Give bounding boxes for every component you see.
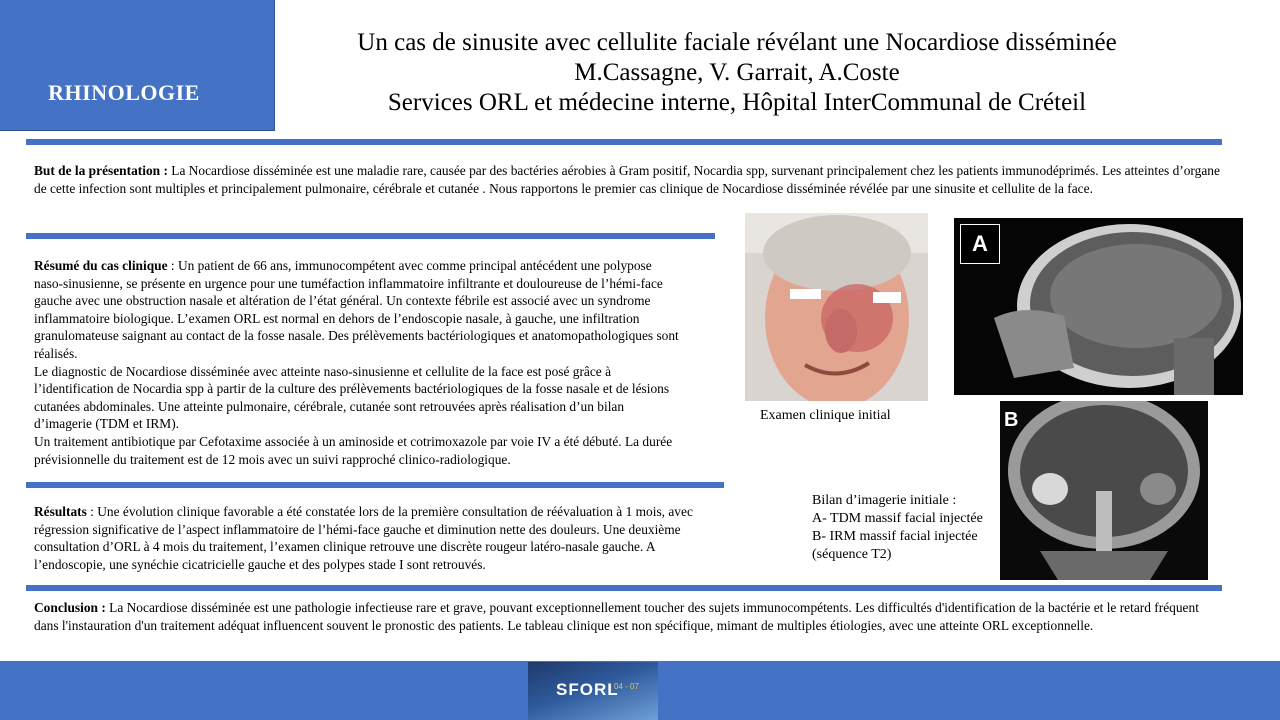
but-text: La Nocardiose disséminée est une maladie rare, causée par des bactéries aérobies à Gram positif, Nocardia spp, survenant principalement chez les patients immunodéprimés. Les atteintes d’organe de cette infection sont multiples et principalement pulmonaire, cérébrale et cutanée . Nous rapportons le premier cas clinique de Nocardiose disséminée révélée par une sinusite et cellulite de la face. (34, 163, 1220, 196)
resume-heading: Résumé du cas clinique (34, 258, 168, 273)
poster-affiliation: Services ORL et médecine interne, Hôpital InterCommunal de Créteil (387, 89, 1087, 116)
title-block (274, 28, 1200, 118)
but-heading: But de la présentation : (34, 163, 168, 178)
imaging-caption-b: B- IRM massif facial injectée (812, 529, 978, 544)
photo-caption: Examen clinique initial (760, 408, 891, 423)
mri-illustration (1000, 401, 1208, 580)
divider-conclusion (26, 585, 1222, 591)
image-label-a: A (960, 224, 1000, 264)
face-photo-illustration (745, 213, 928, 401)
divider-top (26, 139, 1222, 145)
conclusion-text: La Nocardiose disséminée est une pathologie infectieuse rare et grave, pouvant exceptionnellement toucher des sujets immunocompétents. Les difficultés d'identification de la bactérie et le retard fréquent dans l'instauration d'un traitement adéquat influencent souvent le pronostic des patients. Le tableau clinique est non spécifique, mimant de multiples étiologies, avec une atteinte ORL exceptionnelle. (34, 600, 1199, 633)
clinical-photo (745, 213, 928, 401)
resume-text-1: : Un patient de 66 ans, immunocompétent avec comme principal antécédent une polypose naso-sinusienne, se présente en urgence pour une tuméfaction inflammatoire infiltrante et douloureuse de l’hémi-face gauche avec une obstruction nasale et altération de l’état général. Un contexte fébrile est associé avec un syndrome inflammatoire biologique. L’examen ORL est normal en dehors de l’endoscopie nasale, à gauche, une infiltration granulomateuse saignant au contact de la fosse nasale. Des prélèvements bactériologiques et anatomopathologiques sont réalisés. (34, 258, 679, 361)
section-but (34, 162, 1224, 197)
ct-scan-image (954, 218, 1243, 395)
section-tag: RHINOLOGIE (48, 80, 200, 105)
imaging-caption (812, 492, 1002, 564)
mri-image (1000, 401, 1208, 580)
resultats-text: : Une évolution clinique favorable a été constatée lors de la première consultation de réévaluation à 1 mois, avec régression significative de l’aspect inflammatoire de l’hémi-face gauche et diminution nette des douleurs. Une deuxième consultation d’ORL à 4 mois du traitement, l’examen clinique retrouve une discrète rougeur latéro-nasale gauche. A l’endoscopie, une synéchie cicatricielle gauche et des polypes stade I sont retrouvés. (34, 504, 693, 572)
divider-resume (26, 233, 715, 239)
logo-text: SFORL (556, 680, 619, 699)
section-tag-box (0, 0, 275, 131)
image-label-b: B (1004, 409, 1019, 431)
sforl-logo (528, 662, 658, 720)
conclusion-heading: Conclusion : (34, 600, 106, 615)
section-resultats (34, 503, 694, 573)
imaging-caption-title: Bilan d’imagerie initiale : (812, 493, 957, 508)
poster-authors: M.Cassagne, V. Garrait, A.Coste (574, 59, 900, 86)
logo-dates: 04 - 07 (614, 682, 639, 691)
imaging-caption-b2: (séquence T2) (812, 547, 892, 562)
resultats-heading: Résultats (34, 504, 87, 519)
resume-text-2: Le diagnostic de Nocardiose disséminée avec atteinte naso-sinusienne et cellulite de la face est posé grâce à l’identification de Nocardia spp à partir de la culture des prélèvements bactériologiques de la fosse nasale et de lésions cutanées abdominales. Une atteinte pulmonaire, cérébrale, cutanée sont retrouvées après réalisation d’un bilan d’imagerie (TDM et IRM). (34, 363, 670, 432)
divider-resultats (26, 482, 724, 488)
imaging-caption-a: A- TDM massif facial injectée (812, 511, 983, 526)
resume-text-3: Un traitement antibiotique par Cefotaxime associée à un aminoside et cotrimoxazole par voie IV a été débuté. La durée prévisionnelle du traitement est de 12 mois avec un suivi rapproché clinico-radiologique. (34, 433, 673, 467)
poster-title: Un cas de sinusite avec cellulite faciale révélant une Nocardiose disséminée (357, 29, 1117, 56)
section-resume (34, 257, 684, 468)
section-conclusion (34, 599, 1224, 634)
